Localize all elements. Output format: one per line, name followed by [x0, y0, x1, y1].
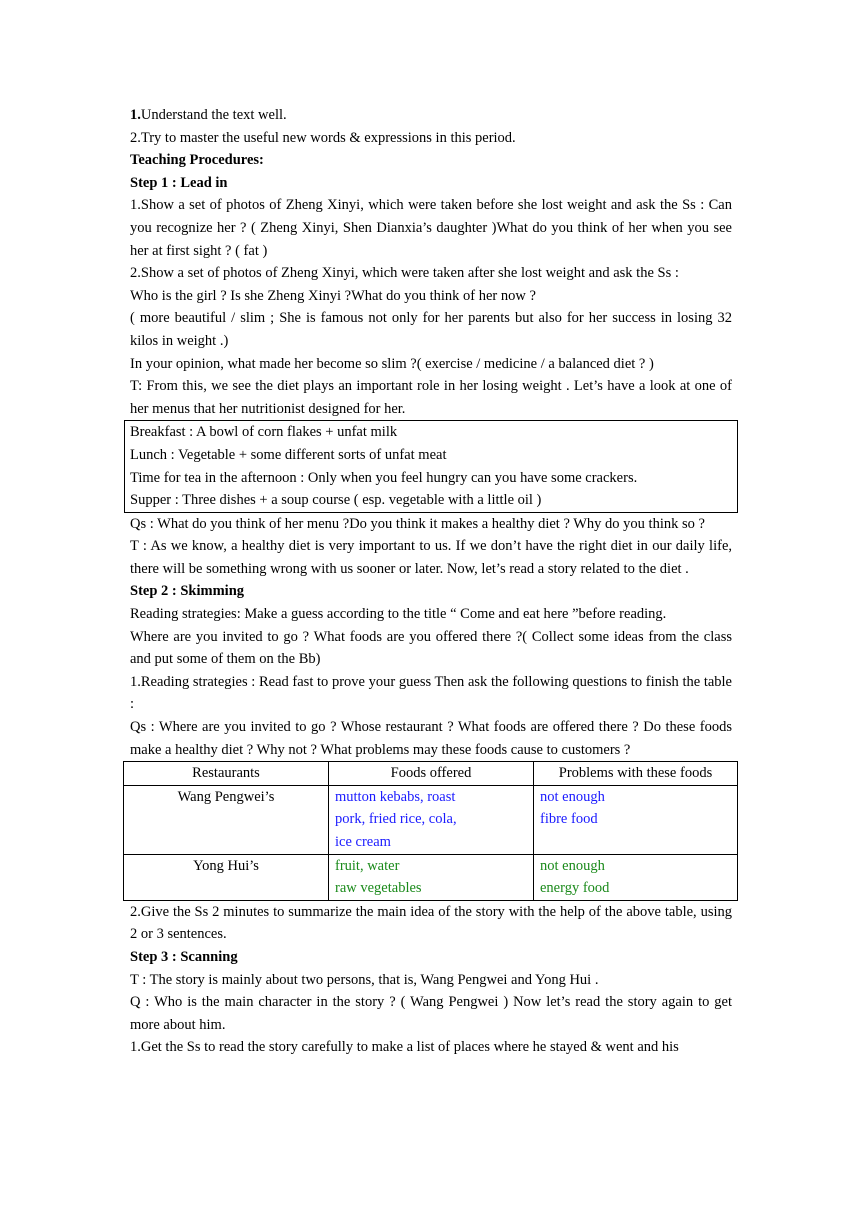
- objective-2: 2.Try to master the useful new words & expressions in this period.: [130, 129, 516, 146]
- table-header-row: [124, 762, 738, 786]
- problems-cell: [534, 785, 738, 854]
- objective-1: [130, 104, 732, 127]
- foods-cell: [329, 785, 534, 854]
- header-problems: Problems with these foods: [534, 762, 738, 786]
- menu-lunch: Lunch : Vegetable + some different sorts of unfat meat: [130, 446, 447, 463]
- foods-line: mutton kebabs, roast: [335, 788, 456, 805]
- header-foods-offered: Foods offered: [329, 762, 534, 786]
- restaurants-table: [123, 761, 738, 901]
- problems-line: fibre food: [540, 811, 598, 828]
- restaurant-cell: Yong Hui’s: [124, 854, 329, 900]
- step2-paragraph-2: Where are you invited to go ? What foods are you offered there ?( Collect some ideas from the class and put some of them on the Bb): [130, 628, 732, 668]
- objective-1-text: Understand the text well.: [140, 107, 287, 123]
- problems-line: not enough: [540, 857, 605, 874]
- menu-questions: Qs : What do you think of her menu ?Do you think it makes a healthy diet ? Why do you think so ?: [130, 515, 705, 532]
- menu-breakfast: Breakfast : A bowl of corn flakes + unfat milk: [130, 424, 398, 441]
- foods-line: pork, fried rice, cola,: [335, 811, 457, 828]
- restaurant-cell: Wang Pengwei’s: [124, 785, 329, 854]
- step3-heading: Step 3 : Scanning: [130, 948, 238, 965]
- step3-paragraph-3: 1.Get the Ss to read the story carefully to make a list of places where he stayed & went and his: [130, 1039, 679, 1056]
- step1-paragraph-6: T: From this, we see the diet plays an important role in her losing weight . Let’s have a look at one of her menus that her nutritionist designed for her.: [130, 378, 732, 417]
- step1-paragraph-1: 1.Show a set of photos of Zheng Xinyi, which were taken before she lost weight and ask the Ss : Can you recognize her ? ( Zheng Xinyi, Shen Dianxia’s daughter )What do you think of her when you see her at first sight ? ( fat ): [130, 197, 732, 259]
- step3-paragraph-2: Q : Who is the main character in the story ? ( Wang Pengwei ) Now let’s read the story again to get more about him.: [130, 994, 732, 1033]
- menu-box: [124, 420, 738, 512]
- header-restaurants: Restaurants: [124, 762, 329, 786]
- objective-1-number: 1.: [130, 107, 141, 123]
- table-row: [124, 785, 738, 854]
- step1-heading: Step 1 : Lead in: [130, 174, 228, 191]
- step1-paragraph-2: 2.Show a set of photos of Zheng Xinyi, which were taken after she lost weight and ask the Ss :: [130, 265, 679, 282]
- foods-line: raw vegetables: [335, 880, 422, 897]
- step3-paragraph-1: T : The story is mainly about two persons, that is, Wang Pengwei and Yong Hui .: [130, 971, 599, 988]
- foods-line: ice cream: [335, 834, 391, 850]
- problems-cell: [534, 854, 738, 900]
- summary-paragraph: 2.Give the Ss 2 minutes to summarize the main idea of the story with the help of the above table, using 2 or 3 sentences.: [130, 903, 732, 943]
- step2-paragraph-4: Qs : Where are you invited to go ? Whose restaurant ? What foods are offered there ? Do these foods make a healthy diet ? Why not ? What problems may these foods cause to customers ?: [130, 719, 732, 758]
- problems-line: energy food: [540, 880, 610, 897]
- foods-cell: [329, 854, 534, 900]
- healthy-diet-paragraph: T : As we know, a healthy diet is very important to us. If we don’t have the right diet in our daily life, there will be something wrong with us sooner or later. Now, let’s read a story related to the diet .: [130, 538, 732, 577]
- step2-heading: Step 2 : Skimming: [130, 583, 245, 600]
- problems-line: not enough: [540, 788, 605, 805]
- procedures-heading: Teaching Procedures:: [130, 152, 264, 169]
- step1-paragraph-5: In your opinion, what made her become so slim ?( exercise / medicine / a balanced diet ? ): [130, 355, 654, 372]
- step2-paragraph-1: Reading strategies: Make a guess according to the title “ Come and eat here ”before reading.: [130, 606, 667, 623]
- table-row: [124, 854, 738, 900]
- foods-line: fruit, water: [335, 857, 400, 874]
- menu-supper: Supper : Three dishes + a soup course ( esp. vegetable with a little oil ): [130, 492, 542, 509]
- step2-paragraph-3: 1.Reading strategies : Read fast to prove your guess Then ask the following questions to finish the table :: [130, 673, 732, 713]
- document-content: [130, 104, 732, 1059]
- menu-tea: Time for tea in the afternoon : Only when you feel hungry can you have some crackers.: [130, 469, 638, 486]
- step1-paragraph-3: Who is the girl ? Is she Zheng Xinyi ?What do you think of her now ?: [130, 287, 536, 304]
- step1-paragraph-4: ( more beautiful / slim ; She is famous not only for her parents but also for her success in losing 32 kilos in weight .): [130, 310, 732, 349]
